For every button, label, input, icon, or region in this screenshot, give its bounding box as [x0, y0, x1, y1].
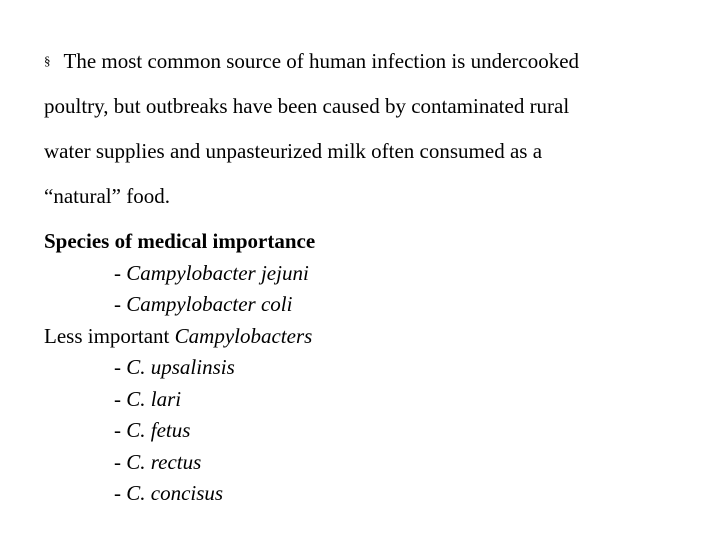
species-name: C. lari: [126, 386, 182, 411]
species-dash: -: [114, 355, 127, 379]
paragraph-line: water supplies and unpasteurized milk often consumed as a: [44, 139, 543, 163]
species-dash: -: [114, 260, 127, 285]
species-item: [44, 352, 684, 384]
paragraph-line: [44, 38, 684, 84]
species-dash: -: [114, 481, 127, 505]
species-name: C. rectus: [126, 449, 202, 474]
species-dash: -: [114, 292, 127, 316]
species-name: C. concisus: [126, 481, 224, 505]
species-item: [44, 289, 684, 321]
paragraph-line: “natural” food.: [44, 184, 170, 208]
species-list: [44, 226, 684, 510]
species-heading: Species of medical importance: [44, 229, 316, 253]
species-item: [44, 447, 684, 479]
species-item: [44, 478, 684, 510]
species-item: [44, 258, 684, 290]
less-important-genus: Campylobacters: [174, 323, 313, 348]
species-dash: -: [114, 386, 127, 411]
species-name: Campylobacter jejuni: [126, 260, 309, 285]
less-important-heading: [44, 321, 684, 353]
species-name: C. fetus: [126, 418, 191, 442]
species-item: [44, 384, 684, 416]
bullet-icon: §: [44, 53, 51, 68]
paragraph-line-text: The most common source of human infection is undercooked: [63, 49, 580, 73]
species-item: [44, 415, 684, 447]
species-dash: -: [114, 418, 127, 442]
bullet-paragraph: [44, 38, 684, 219]
species-dash: -: [114, 449, 127, 474]
species-name: Campylobacter coli: [126, 292, 293, 316]
less-important-prefix: Less important: [44, 323, 175, 348]
paragraph-line: poultry, but outbreaks have been caused by contaminated rural: [44, 94, 570, 118]
species-name: C. upsalinsis: [126, 355, 235, 379]
